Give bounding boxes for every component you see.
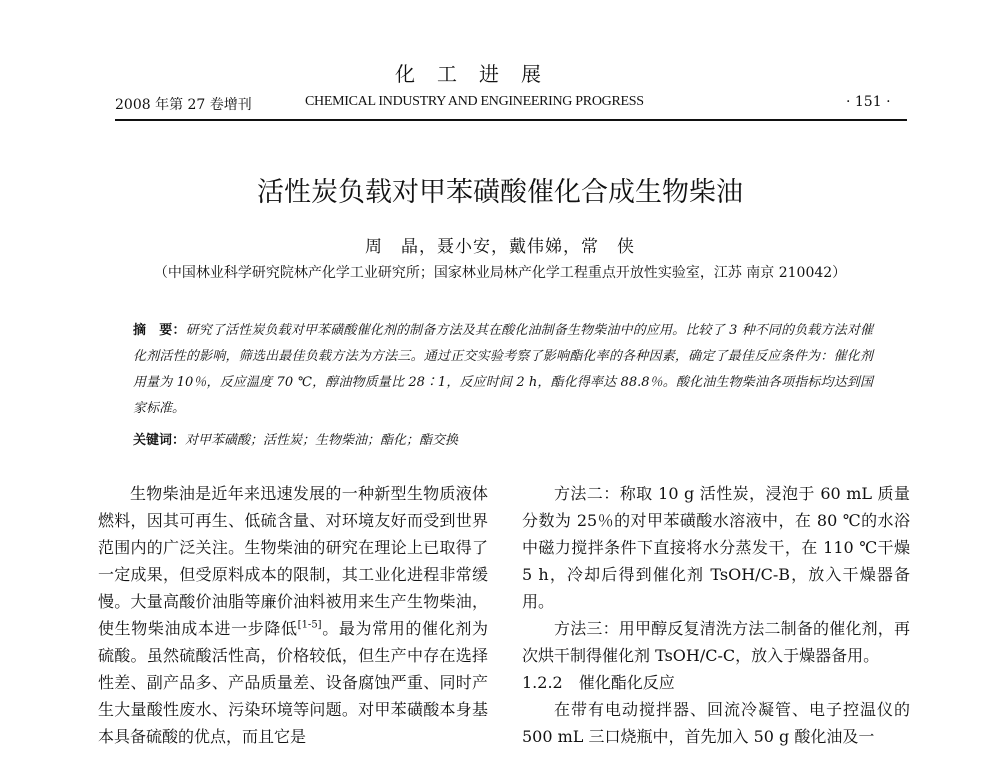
journal-chinese-title: 化工进展 [395, 62, 563, 86]
keywords-label: 关键词： [133, 433, 186, 448]
keywords-text: 对甲苯磺酸；活性炭；生物柴油；酯化；酯交换 [185, 433, 459, 448]
paper-affiliation: （中国林业科学研究院林产化学工业研究所；国家林业局林产化学工程重点开放性实验室，江苏 南京 210042） [153, 265, 847, 281]
journal-english-title: CHEMICAL INDUSTRY AND ENGINEERING PROGRESS [305, 94, 644, 109]
intro-text-part1: 生物柴油是近年来迅速发展的一种新型生物质液体燃料，因其可再生、低硫含量、对环境友好而受到世界范围内的广泛关注。生物柴油的研究在理论上已取得了一定成果，但受原料成本的限制，其工业化进程非常缓慢。大量高酸价油脂等廉价油料被用来生产生物柴油，使生物柴油成本进一步降低 [98, 484, 488, 638]
body-column-left [98, 480, 488, 750]
paper-authors: 周 晶，聂小安，戴伟娣，常 侠 [365, 237, 635, 257]
intro-text-part2: 。最为常用的催化剂为硫酸。虽然硫酸活性高，价格较低，但生产中存在选择性差、副产品多、产品质量差、设备腐蚀严重、同时产生大量酸性废水、污染环境等问题。对甲苯磺酸本身基本具备硫酸的优点，而且它是 [98, 619, 488, 746]
keywords [133, 428, 873, 454]
body-column-right [522, 480, 910, 750]
abstract-text: 研究了活性炭负载对甲苯磺酸催化剂的制备方法及其在酸化油制备生物柴油中的应用。比较了 3 种不同的负载方法对催化剂活性的影响，筛选出最佳负载方法为方法三。通过正交实验考察了影响酯化率的各种因素，确定了最佳反应条件为：催化剂用量为 10％，反应温度 70 ℃，醇油物质量比 28∶1，反应时间 2 h，酯化得率达 88.8％。酸化油生物柴油各项指标均达到国家标准。 [133, 323, 873, 416]
reaction-paragraph: 在带有电动搅拌器、回流冷凝管、电子控温仪的 500 mL 三口烧瓶中，首先加入 50 g 酸化油及一 [522, 700, 910, 746]
issue-info: 2008 年第 27 卷增刊 [115, 97, 252, 113]
intro-paragraph [98, 480, 488, 750]
section-heading: 1.2.2 催化酯化反应 [522, 673, 675, 692]
citation: [1-5] [297, 619, 322, 631]
paper-title: 活性炭负载对甲苯磺酸催化合成生物柴油 [257, 177, 743, 208]
method-two-paragraph: 方法二：称取 10 g 活性炭，浸泡于 60 mL 质量分数为 25％的对甲苯磺酸水溶液中，在 80 ℃的水浴中磁力搅拌条件下直接将水分蒸发干，在 110 ℃干燥 5 h，冷却后得到催化剂 TsOH/C-B，放入干燥器备用。 [522, 484, 910, 611]
page-number: · 151 · [846, 94, 891, 110]
abstract-label: 摘 要： [133, 323, 186, 338]
abstract [133, 318, 873, 422]
header-rule [115, 119, 907, 121]
method-three-paragraph: 方法三：用甲醇反复清洗方法二制备的催化剂，再次烘干制得催化剂 TsOH/C-C，放入于燥器备用。 [522, 619, 910, 665]
